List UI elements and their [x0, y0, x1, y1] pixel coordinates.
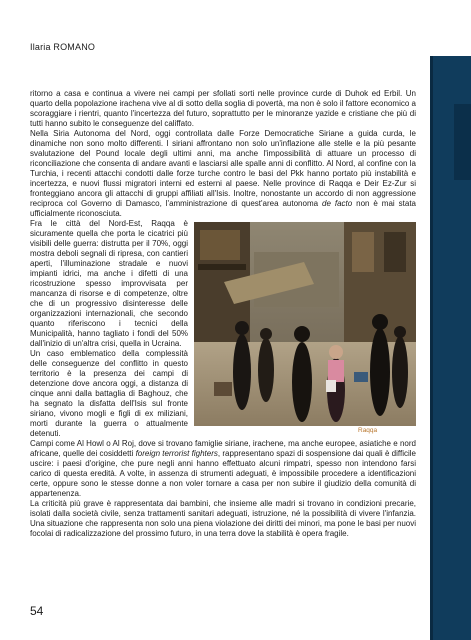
photo-caption: Raqqa — [358, 427, 378, 434]
paragraph-3: Fra le città del Nord-Est, Raqqa è sicuramente quella che porta le cicatrici più visibili delle guerra: distrutta per il 70%, oggi mostra deboli segnali di ripresa, con cantieri aperti, l'illuminazione stradale e nuovi impianti idrici, ma anche i difetti di una ricostruzione spesso improvvisata per mancanza di risorse e di competenze, oltre che di un progressivo disinteresse delle organizzazioni internazionali, che secondo quanto riferiscono i tecnici della Municipalità, hanno tagliato i fondi del 50% dall'inizio di un'altra crisi, quella in Ucraina. — [30, 219, 188, 348]
paragraph-5: Campi come Al Howl o Al Roj, dove si trovano famiglie siriane, irachene, ma anche europee, asiatiche e nord africane, quelle dei cosiddetti foreign terrorist fighters, rappresentano spazi di sospensione dai quali è difficile uscire: i paesi d'origine, che pure negli anni hanno effettuato alcuni rimpatri, spesso non intendono farsi carico di questa eredità. A volte, in assenza di strumenti adeguati, è impossibile procedere a identificazioni certe, oppure sono le stesse donne a non voler tornare a casa per non subire il giudizio della comunità di appartenenza. — [30, 439, 416, 498]
emphasis-de-facto: de facto — [322, 199, 353, 208]
sidebar-tab — [454, 104, 471, 180]
paragraph-1: ritorno a casa e continua a vivere nei campi per sfollati sorti nelle province curde di Duhok ed Erbil. Un quarto della popolazione irachena vive al di sotto della soglia di povertà, ma non è solo il fattore economico a scoraggiare i rientri, quanto l'incertezza del futuro, soprattutto per le minoranze yazide e cristiane che più di tutti hanno subito le conseguenze del califfato. — [30, 89, 416, 128]
sidebar-edge — [430, 56, 433, 640]
article-body — [30, 89, 416, 539]
paragraph-2: Nella Siria Autonoma del Nord, oggi controllata dalle Forze Democratiche Siriane a guida curda, le dinamiche non sono molto differenti. I siriani affrontano non solo un'inflazione alle stelle e la più pesante svalutazione del Pound locale degli ultimi anni, ma anche l'impossibilità di attuare un processo di riconciliazione che consenta di andare avanti e lasciarsi alle spalle anni di conflitto. Al Nord, al confine con la Turchia, i recenti attacchi condotti dalle forze turche contro le basi del Pkk hanno portato più instabilità e incertezza, e nuovi flussi migratori interni ed esterni al paese. Nelle province di Raqqa e Deir Ez-Zur si fronteggiano ancora gli attacchi di gruppi affiliati all'Isis. Inoltre, nonostante un accordo di non aggressione reciproca col Governo di Damasco, l'amministrazione di quest'area autonoma de facto non è mai stata ufficialmente riconosciuta. — [30, 129, 416, 218]
paragraph-4: Un caso emblematico della complessità delle conseguenze del conflitto in questo territorio è la presenza dei campi di detenzione dove ancora oggi, a distanza di cinque anni dalla battaglia di Baghouz, che ha segnato la disfatta dell'Isis sul fronte siriano, vivono mogli e figli di ex miliziani, morti durante la guerra o attualmente detenuti. — [30, 349, 188, 438]
street-photo-image — [194, 222, 416, 426]
street-photo — [194, 222, 416, 426]
paragraph-6: La criticità più grave è rappresentata dai bambini, che insieme alle madri si trovano in condizioni precarie, isolati dalla società civile, senza trattamenti sanitari adeguati, istruzione, né la possibilità di vivere l'infanzia. Una situazione che rappresenta non solo una piena violazione dei diritti dei minori, ma pone le basi per nuovi focolai di radicalizzazione del prossimo futuro, in una terra dove la stabilità è opera fragile. — [30, 499, 416, 538]
page-number: 54 — [30, 604, 44, 618]
emphasis-foreign-fighters: foreign terrorist fighters — [135, 449, 218, 458]
author-name: Ilaria ROMANO — [30, 42, 96, 52]
